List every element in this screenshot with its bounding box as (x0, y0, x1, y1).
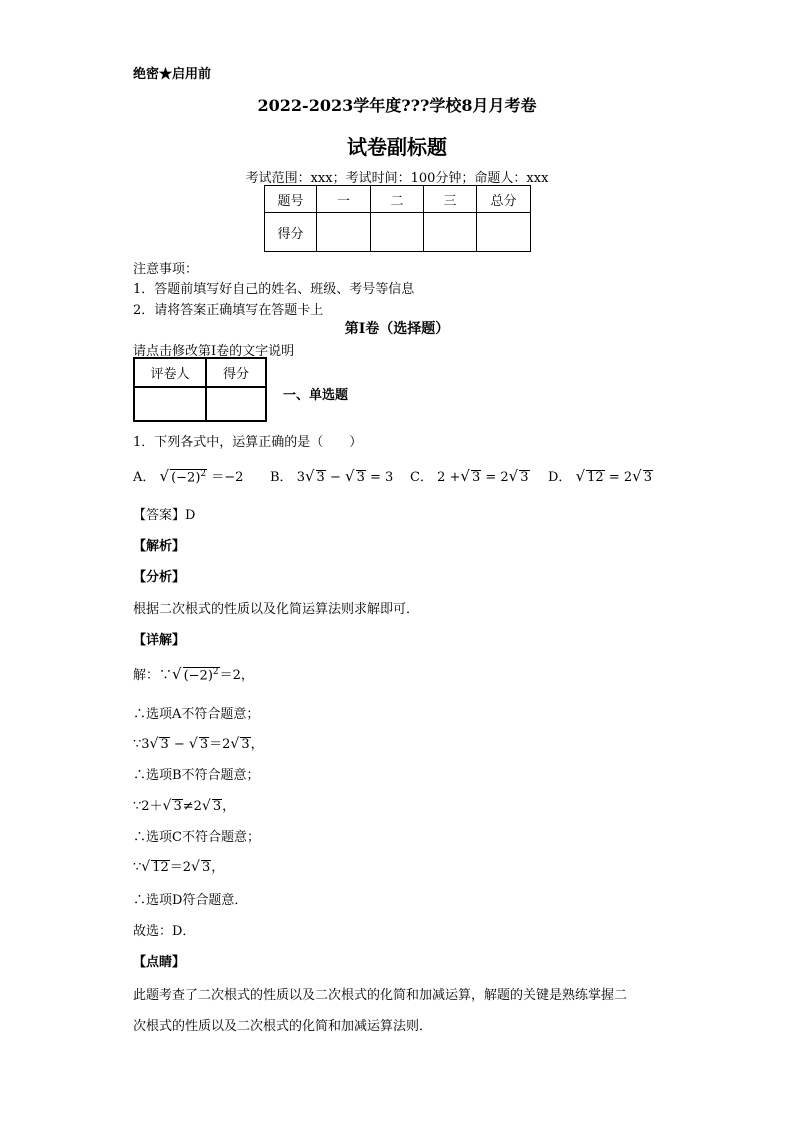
score-table (264, 185, 531, 252)
step-4: ∴选项B不符合题意； (133, 768, 260, 783)
question-stem: 1．下列各式中，运算正确的是（ ） (133, 435, 363, 450)
sqrt-icon: √ (230, 736, 240, 752)
grader-table (133, 357, 267, 422)
option-a (133, 466, 243, 485)
option-label: D． (548, 470, 572, 485)
grader-cell (134, 387, 206, 421)
answer-line: 【答案】D (133, 508, 196, 523)
sqrt-icon: √ (575, 467, 586, 485)
sqrt-icon: √ (159, 467, 170, 485)
score-table-header-label: 题号 (265, 186, 317, 213)
sqrt-icon: √ (162, 798, 172, 814)
grader-score-label: 得分 (206, 358, 266, 387)
notice-title: 注意事项： (133, 262, 199, 277)
grader-col-label: 评卷人 (134, 358, 206, 387)
sqrt-icon: √ (508, 467, 519, 485)
step-6: ∴选项C不符合题意； (133, 830, 260, 845)
sqrt-icon: √ (188, 736, 198, 752)
step-1: 解：∵√ $(-2)^2=2$， (133, 665, 254, 683)
score-cell (317, 213, 371, 252)
volume-instruction: 请点击修改第I卷的文字说明 (133, 344, 295, 359)
option-c: C． 2 +√ 3 = 2√ 3 (410, 467, 529, 485)
sqrt-icon: √ (149, 736, 159, 752)
notice-item: 1．答题前填写好自己的姓名、班级、考号等信息 (133, 282, 415, 297)
score-table-row-label: 得分 (265, 213, 317, 252)
detail-tag: 【详解】 (133, 633, 186, 648)
sqrt-icon: √ (304, 467, 315, 485)
exam-info: 考试范围：xxx；考试时间：100分钟；命题人：xxx (245, 171, 549, 186)
option-label: B． (270, 470, 293, 485)
sqrt-icon: √ (460, 467, 470, 485)
radicand: $(-2)^2$ (171, 468, 207, 485)
step-8: ∴选项D符合题意． (133, 893, 248, 908)
step-7: ∵√ 12＝2√ 3， (133, 859, 225, 875)
comment-line: 此题考查了二次根式的性质以及二次根式的化简和加减运算，解题的关键是熟练掌握二 (133, 988, 628, 1003)
sqrt-icon: √ (345, 467, 355, 485)
sqrt-icon: √ (172, 665, 182, 683)
sqrt-icon: √ (632, 467, 642, 485)
score-table-col: 三 (424, 186, 477, 213)
fenxi-tag: 【分析】 (133, 570, 186, 585)
step-2: ∴选项A不符合题意； (133, 707, 260, 722)
option-label: C． (410, 470, 433, 485)
comment-tag: 【点睛】 (133, 955, 186, 970)
step-5: ∵2＋√ 3≠2√ 3， (133, 798, 236, 814)
score-cell (424, 213, 477, 252)
option-d: D． √ 12 = 2√ 3 (548, 467, 652, 485)
score-table-col: 一 (317, 186, 371, 213)
confidential-mark: 绝密★启用前 (133, 67, 212, 82)
option-b: B． 3√ 3 − √ 3 = 3 (270, 467, 394, 485)
section-title: 一、单选题 (283, 388, 349, 403)
option-rhs: ＝−2 (211, 470, 244, 485)
score-table-col: 二 (371, 186, 424, 213)
analysis-tag: 【解析】 (133, 539, 186, 554)
step-9: 故选：D． (133, 924, 196, 939)
sqrt-icon: √ (141, 859, 151, 875)
score-cell (477, 213, 531, 252)
sqrt-icon: √ (191, 859, 200, 875)
option-label: A． (133, 470, 156, 485)
exam-title: 2022-2023学年度???学校8月月考卷 (257, 96, 537, 115)
fenxi-text: 根据二次根式的性质以及化简运算法则求解即可． (133, 602, 420, 617)
score-table-col: 总分 (477, 186, 531, 213)
score-cell (371, 213, 424, 252)
step-3: ∵3√ 3 − √ 3＝2√ 3， (133, 736, 264, 752)
comment-line: 次根式的性质以及二次根式的化简和加减运算法则． (133, 1019, 433, 1034)
notice-item: 2．请将答案正确填写在答题卡上 (133, 303, 324, 318)
exam-subtitle: 试卷副标题 (347, 135, 447, 159)
grader-cell (206, 387, 266, 421)
sqrt-icon: √ (201, 798, 211, 814)
volume-title: 第I卷（选择题） (344, 321, 450, 337)
